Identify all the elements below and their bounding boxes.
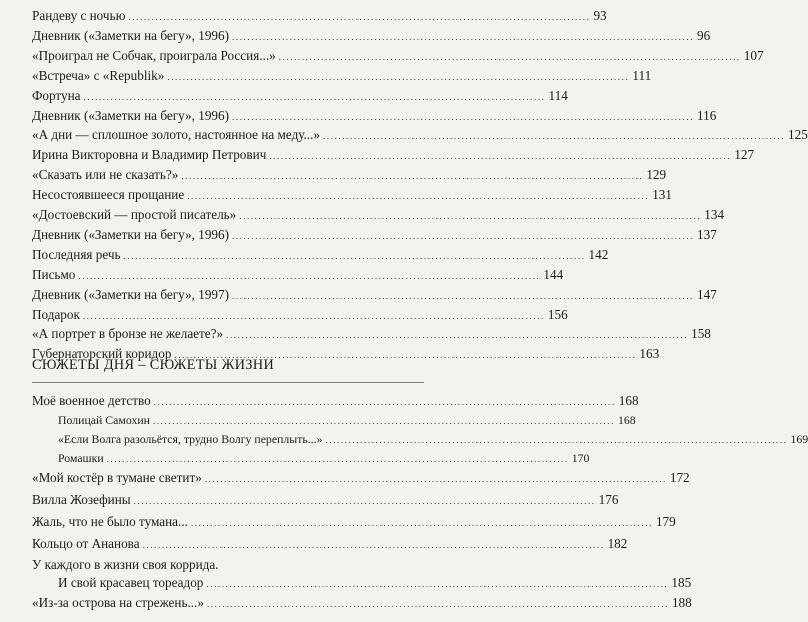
toc-entry [32,305,568,325]
toc-entry-title: «А портрет в бронзе не желаете?» [32,326,224,342]
leader-dots: ........................................................................................................................ [133,496,596,506]
toc-entry [32,205,725,225]
toc-entry-title: Дневник («Заметки на бегу», 1996) [32,107,230,123]
toc-entry [32,285,717,305]
toc-subentry [58,410,636,430]
toc-entry [32,391,639,411]
toc-entry-page: 134 [704,207,725,222]
toc-entry-title: «Из-за острова на стрежень...» [32,595,204,610]
toc-entry [32,185,672,205]
leader-dots: ........................................................................................................................ [181,171,644,182]
toc-entry-page: 182 [607,536,628,551]
toc-entry [32,46,764,66]
leader-dots: ........................................................................................................................ [78,270,541,281]
toc-entry-page: 179 [655,514,676,529]
toc-entry-page: 131 [652,187,672,203]
leader-dots: ........................................................................................................................ [152,416,615,426]
toc-entry-title: Вилла Жозефины [32,492,131,507]
toc-entry [32,26,711,46]
toc-entry [32,6,607,26]
toc-entry-title: «Проиграл не Собчак, проиграла Россия...» [32,47,276,63]
toc-entry-page: 169 [790,432,808,446]
toc-entry-page: 176 [598,492,619,507]
toc-entry-title: Рандеву с ночью [32,8,126,23]
toc-entry-page: 147 [697,286,717,302]
toc-entry-title: Губернаторский коридор [32,346,172,362]
leader-dots: ........................................................................................................................ [82,310,545,321]
leader-dots: ........................................................................................................................ [128,12,591,22]
toc-entry-page: 116 [697,107,717,123]
leader-dots: ........................................................................................................................ [204,474,667,484]
toc-entry-page: 137 [697,226,717,242]
toc-entry-page: 114 [548,87,568,103]
toc-entry [32,165,667,185]
section-heading: СЮЖЕТЫ ДНЯ – СЮЖЕТЫ ЖИЗНИ [32,357,275,373]
toc-entry-title: Последняя речь [32,246,121,262]
toc-entry-title: Жаль, что не было тумана... [32,514,188,529]
leader-dots: ........................................................................................................................ [167,71,630,82]
toc-entry-page: 144 [543,266,564,282]
toc-entry [32,106,717,126]
toc-entry-title: Письмо [32,266,76,282]
toc-entry-title: «Мой костёр в тумане светит» [32,470,202,485]
toc-entry-title: Ирина Викторовна и Владимир Петрович [32,147,267,163]
toc-entry [32,593,692,613]
toc-entry-title: Дневник («Заметки на бегу», 1996) [32,226,230,242]
leader-dots: ........................................................................................................................ [206,599,669,609]
leader-dots: ........................................................................................................................ [232,290,695,301]
toc-entry-page: 129 [646,167,667,183]
toc-entry-page: 111 [632,67,652,83]
toc-entry-page: 188 [671,595,692,610]
leader-dots: ........................................................................................................................ [269,151,732,162]
leader-dots: ........................................................................................................................ [232,31,695,42]
toc-entry-page: 172 [669,470,690,485]
leader-dots: ........................................................................................................................ [325,435,788,445]
leader-dots: ........................................................................................................................ [226,330,689,341]
toc-entry-title: «А дни — сплошное золото, настоянное на меду...» [32,127,321,143]
leader-dots: ........................................................................................................................ [174,350,637,361]
leader-dots: ........................................................................................................................ [232,111,695,122]
toc-entry-title: Дневник («Заметки на бегу», 1997) [32,286,230,302]
leader-dots: ........................................................................................................................ [106,454,569,464]
toc-entry-page: 168 [618,393,639,408]
toc-entry-page: 185 [671,575,692,590]
toc-entry-page: 168 [617,413,636,427]
section-rule [32,382,424,383]
toc-entry-title: Полицай Самохин [58,413,150,427]
toc-entry-title: «Сказать или не сказать?» [32,167,179,183]
toc-subentry [58,429,808,449]
toc-entry-page: 93 [593,8,607,23]
toc-subentry [58,448,590,468]
toc-entry-page: 158 [691,326,711,342]
leader-dots: ........................................................................................................................ [323,131,786,142]
toc-entry [32,324,711,344]
leader-dots: ........................................................................................................................ [153,397,616,407]
toc-entry-title: «Если Волга разольётся, трудно Волгу переплыть...» [58,432,323,446]
leader-dots: ........................................................................................................................ [187,191,650,202]
toc-entry [58,573,692,593]
toc-entry-page: 127 [734,147,755,163]
toc-entry [32,125,808,145]
toc-entry-title: Фортуна [32,87,81,103]
toc-entry-page: 107 [743,47,764,63]
leader-dots: ........................................................................................................................ [142,540,605,550]
toc-entry-page: 96 [697,27,711,43]
toc-entry-title: Моё военное детство [32,393,151,408]
toc-entry [32,468,690,488]
toc-entry-title: Дневник («Заметки на бегу», 1996) [32,27,230,43]
toc-entry-title: Несостоявшееся прощание [32,187,185,203]
toc-entry-page: 156 [547,306,568,322]
leader-dots: ........................................................................................................................ [239,211,702,221]
toc-entry [32,66,652,86]
leader-dots: ........................................................................................................................ [232,230,695,241]
toc-entry [32,145,755,165]
toc-entry [32,265,564,285]
toc-entry-title: Ромашки [58,451,104,465]
toc-entry-page: 142 [588,246,609,262]
leader-dots: ........................................................................................................................ [206,579,669,589]
toc-entry-title: «Встреча» с «Republik» [32,67,165,83]
leader-dots: ........................................................................................................................ [190,518,653,528]
toc-entry [32,512,676,532]
leader-dots: ........................................................................................................................ [83,91,546,102]
leader-dots: ........................................................................................................................ [278,51,741,62]
toc-entry [32,225,717,245]
toc-entry [32,534,628,554]
toc-entry-title: Подарок [32,306,80,322]
toc-entry-title-line1: У каждого в жизни своя коррида. [32,557,219,572]
toc-entry-page: 125 [788,127,808,143]
toc-entry [32,86,568,106]
toc-entry-title: И свой красавец тореадор [58,575,204,590]
leader-dots: ........................................................................................................................ [123,250,586,261]
toc-entry-title: «Достоевский — простой писатель» [32,207,237,222]
toc-entry [32,245,609,265]
toc-entry [32,490,619,510]
toc-entry-page: 170 [571,451,590,465]
toc-entry-page: 163 [639,346,660,362]
toc-entry-title: Кольцо от Ананова [32,536,140,551]
